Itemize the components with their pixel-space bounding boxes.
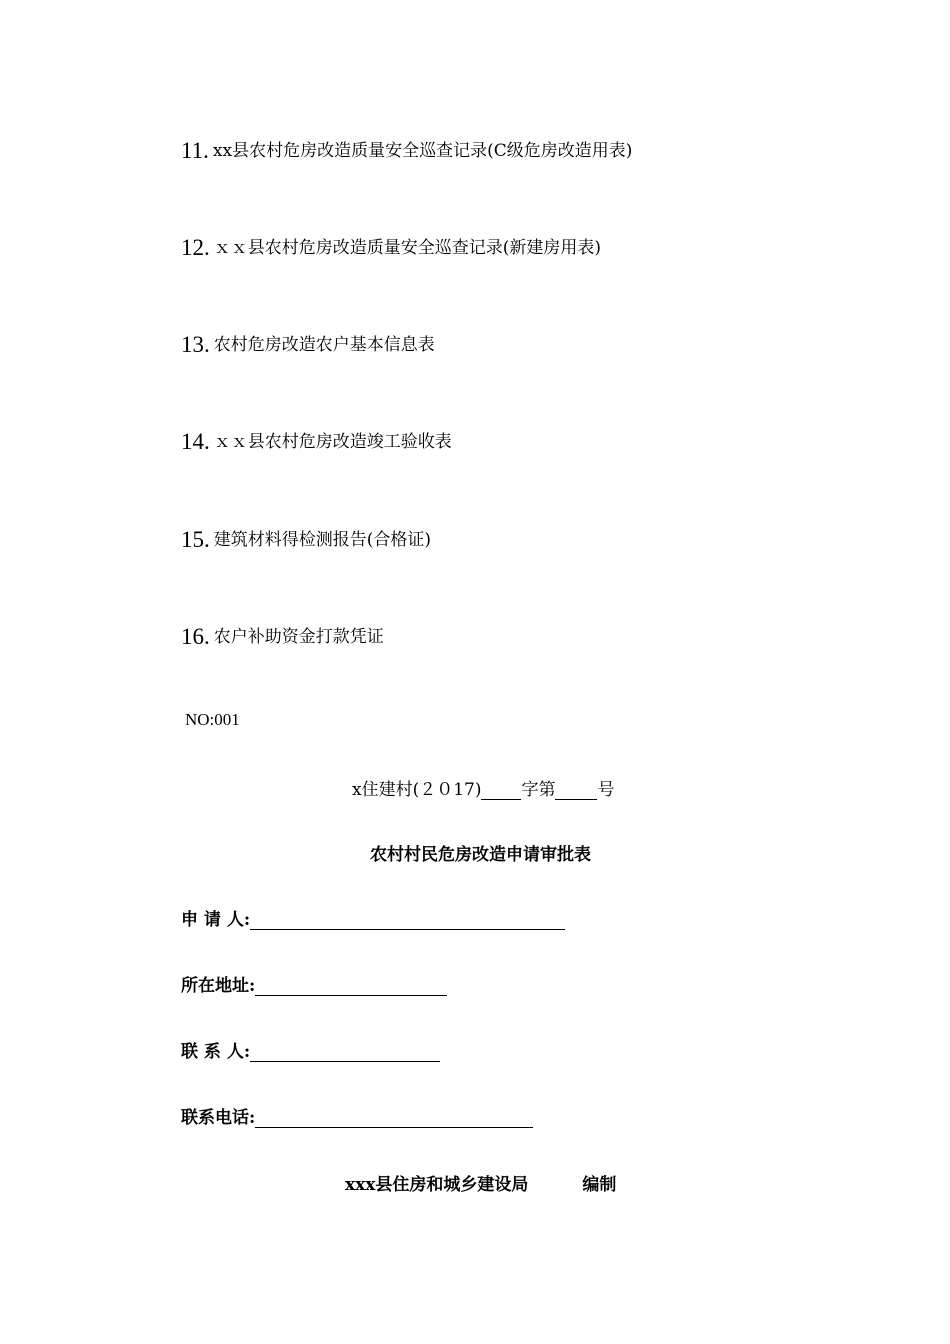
list-item-text: ｘｘ县农村危房改造质量安全巡查记录(新建房用表) — [213, 238, 602, 258]
list-item-number: 15. — [181, 527, 210, 552]
field-label: 联 系 人: — [181, 1042, 251, 1062]
document-number-suffix: 号 — [597, 780, 615, 800]
compiler-footer — [345, 1170, 616, 1195]
list-item — [181, 625, 384, 649]
compiler-action: 编制 — [582, 1175, 617, 1195]
field-label: 联系电话: — [181, 1108, 256, 1128]
list-item — [181, 430, 452, 454]
fill-in-line — [255, 1109, 533, 1128]
list-item-text: ｘｘ县农村危房改造竣工验收表 — [213, 432, 452, 452]
list-item-text: 农户补助资金打款凭证 — [213, 627, 384, 647]
list-item-text: xx县农村危房改造质量安全巡查记录(C级危房改造用表) — [212, 141, 633, 161]
document-number-mid: 字第 — [521, 780, 556, 800]
fill-in-line — [255, 977, 447, 996]
serial-number: NO:001 — [185, 710, 240, 729]
fill-in-line — [250, 911, 565, 930]
blank-line — [555, 783, 597, 800]
list-item-number: 13. — [181, 332, 210, 357]
fill-in-line — [250, 1043, 440, 1062]
phone-field — [181, 1103, 533, 1128]
applicant-field — [181, 905, 565, 930]
list-item-number: 14. — [181, 429, 210, 454]
document-number — [352, 775, 614, 800]
compiler-org: xxx县住房和城乡建设局 — [345, 1175, 529, 1195]
list-item-number: 12. — [181, 235, 210, 260]
list-item — [181, 528, 431, 552]
list-item — [181, 333, 435, 357]
form-title: 农村村民危房改造申请审批表 — [370, 845, 591, 865]
field-label: 申 请 人: — [181, 910, 251, 930]
list-item-number: 16. — [181, 624, 210, 649]
list-item — [181, 236, 601, 260]
contact-field — [181, 1037, 440, 1062]
list-item-text: 建筑材料得检测报告(合格证) — [213, 530, 432, 550]
list-item — [181, 139, 632, 163]
list-item-text: 农村危房改造农户基本信息表 — [213, 335, 435, 355]
field-label: 所在地址: — [181, 976, 256, 996]
document-number-prefix: x住建村(２０17) — [352, 780, 482, 800]
list-item-number: 11. — [181, 138, 209, 163]
address-field — [181, 971, 447, 996]
blank-line — [481, 783, 521, 800]
